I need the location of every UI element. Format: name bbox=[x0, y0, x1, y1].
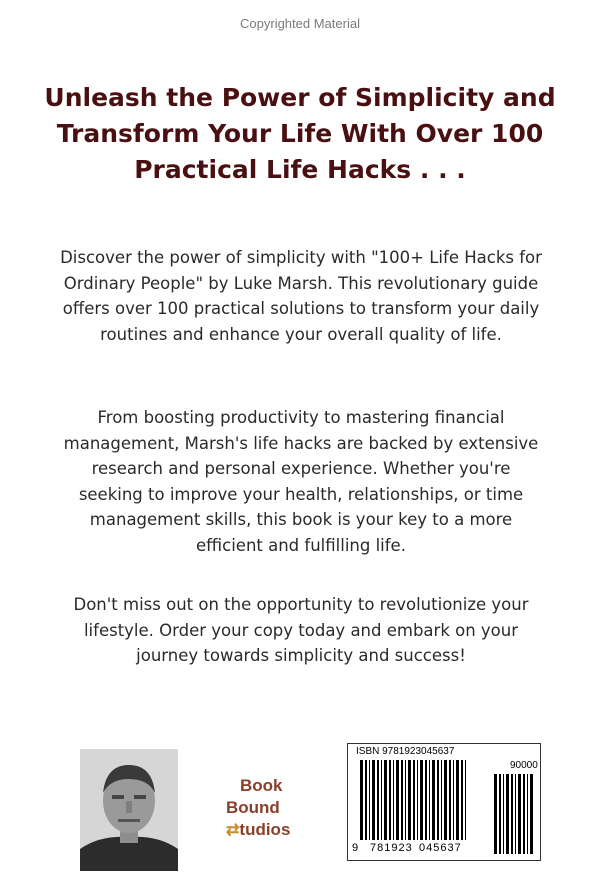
barcode-bar bbox=[360, 760, 363, 840]
barcode-bar bbox=[494, 774, 497, 854]
paragraph-intro: Discover the power of simplicity with "100+ Life Hacks for Ordinary People" by Luke Marsh. This revolutionary guide offers over 100 practical solutions to transform your daily routines and enhance your overall quality of life. bbox=[60, 248, 542, 344]
paragraph-benefits: From boosting productivity to mastering financial management, Marsh's life hacks are backed by extensive research and personal experience. Whether you're seeking to improve your health, relationships, or time management skills, this book is your key to a more efficient and fulfilling life. bbox=[63, 408, 539, 555]
barcode-bar bbox=[441, 760, 442, 840]
barcode-bar bbox=[518, 774, 521, 854]
headline: Unleash the Power of Simplicity and Transform Your Life With Over 100 Practical Life Hacks . . . bbox=[44, 83, 556, 184]
barcode-digits-group2: 045637 bbox=[419, 842, 462, 854]
barcode-bar bbox=[369, 760, 370, 840]
barcode-bar bbox=[420, 760, 423, 840]
barcode-bar bbox=[384, 760, 387, 840]
barcode-bar bbox=[453, 760, 454, 840]
barcode-bar bbox=[396, 760, 399, 840]
barcode-bar bbox=[365, 760, 367, 840]
isbn-label: ISBN 9781923045637 bbox=[356, 746, 455, 757]
isbn-barcode bbox=[347, 743, 541, 861]
barcode-bar bbox=[511, 774, 513, 854]
author-photo bbox=[80, 749, 178, 871]
publisher-logo-line1: Book bbox=[240, 776, 283, 795]
barcode-bar bbox=[381, 760, 382, 840]
publisher-logo bbox=[226, 775, 336, 842]
barcode-bar bbox=[401, 760, 403, 840]
barcode-bar bbox=[389, 760, 391, 840]
barcode-bar bbox=[408, 760, 411, 840]
barcode-bar bbox=[417, 760, 418, 840]
paragraph-call-to-action: Don't miss out on the opportunity to revolutionize your lifestyle. Order your copy today and embark on your journey towards simplicity and success! bbox=[73, 595, 529, 665]
barcode-bar bbox=[432, 760, 435, 840]
barcode-bar bbox=[465, 760, 466, 840]
barcode-bar bbox=[393, 760, 394, 840]
barcode-bar bbox=[425, 760, 427, 840]
barcode-bar bbox=[527, 774, 528, 854]
barcode-bar bbox=[461, 760, 463, 840]
barcode-bar bbox=[372, 760, 375, 840]
barcode-bar bbox=[413, 760, 415, 840]
barcode-digit-lead: 9 bbox=[352, 842, 359, 854]
barcode-bar bbox=[503, 774, 504, 854]
barcode-bar bbox=[530, 774, 533, 854]
barcode-bar bbox=[444, 760, 447, 840]
author-portrait-icon bbox=[80, 749, 178, 871]
publisher-logo-word-bound: Bound bbox=[226, 798, 280, 817]
barcode-bar bbox=[429, 760, 430, 840]
barcode-bar bbox=[506, 774, 509, 854]
barcode-bar bbox=[456, 760, 459, 840]
publisher-logo-line2 bbox=[226, 797, 336, 842]
barcode-digits-group1: 781923 bbox=[370, 842, 413, 854]
swap-arrows-icon: ⇄ bbox=[226, 822, 240, 839]
publisher-logo-word-tudios: tudios bbox=[239, 820, 291, 839]
barcode-bar bbox=[515, 774, 516, 854]
copyright-watermark: Copyrighted Material bbox=[240, 16, 360, 31]
barcode-bar bbox=[405, 760, 406, 840]
barcode-bar bbox=[499, 774, 501, 854]
price-code: 90000 bbox=[510, 760, 538, 771]
barcode-bar bbox=[449, 760, 451, 840]
barcode-bar bbox=[523, 774, 525, 854]
barcode-bar bbox=[437, 760, 439, 840]
barcode-bar bbox=[377, 760, 379, 840]
